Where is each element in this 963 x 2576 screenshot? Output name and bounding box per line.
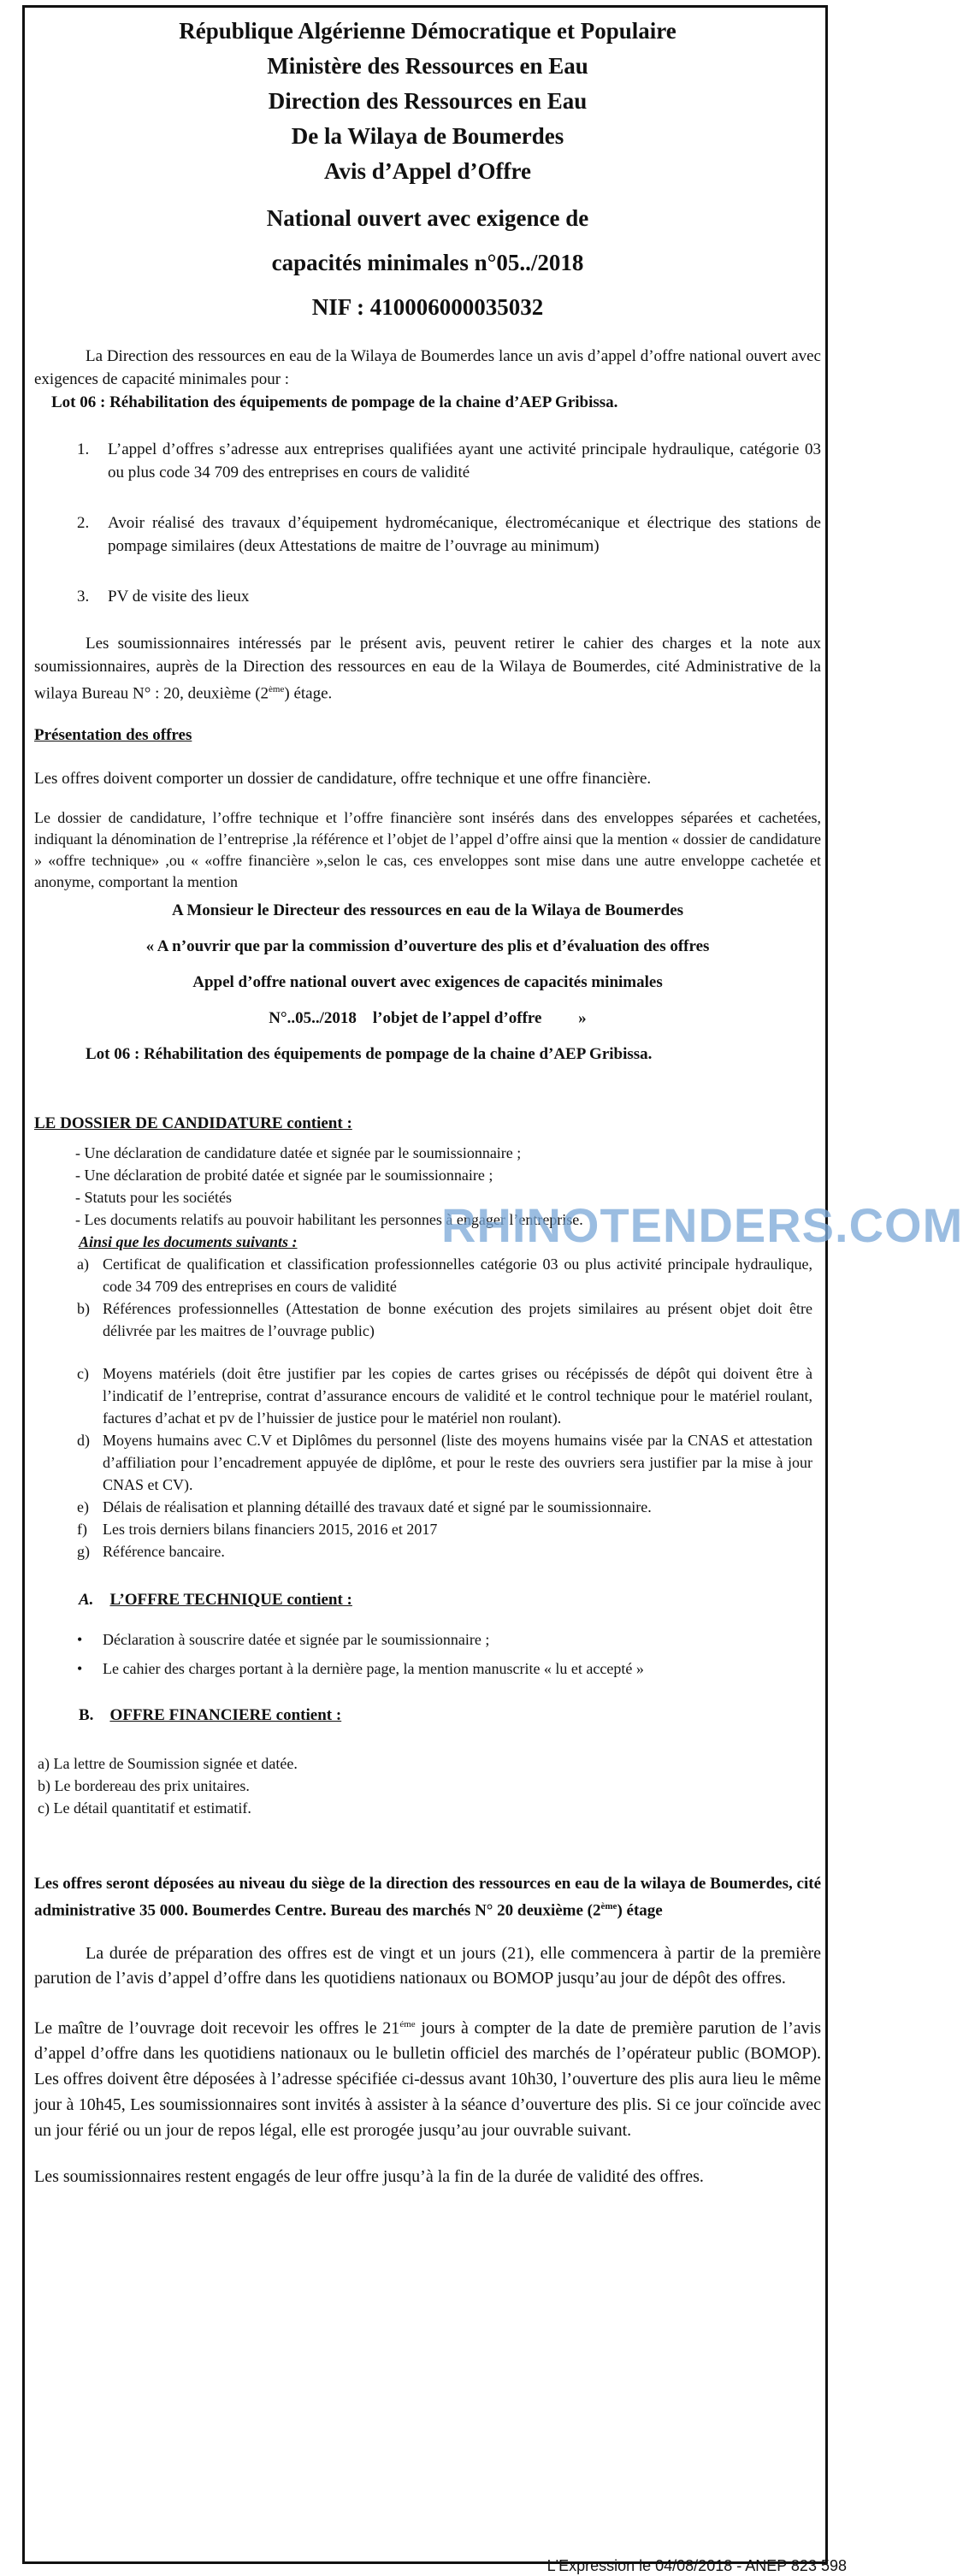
financiere-item: b) Le bordereau des prix unitaires. [38, 1777, 250, 1795]
financiere-heading: B. OFFRE FINANCIERE contient : [79, 1706, 342, 1725]
engagement-paragraph: Les soumissionnaires restent engagés de leur offre jusqu’à la fin de la durée de validité des offres. [34, 2167, 704, 2187]
financiere-item: c) Le détail quantitatif et estimatif. [38, 1799, 251, 1817]
technique-heading: A. L’OFFRE TECHNIQUE contient : [79, 1591, 352, 1610]
notice-title: Avis d’Appel d’Offre [324, 158, 531, 184]
depot-paragraph: Les offres seront déposées au niveau du siège de la direction des ressources en eau de la wilaya de Boumerdes, cité administrative 35 000. Boumerdes Centre. Bureau des marchés N° 20 deuxième (2ème) étage [34, 1875, 821, 1920]
publication-footer: L'Expression le 04/08/2018 - ANEP 823 598 [546, 2557, 847, 2574]
presentation-title: Présentation des offres [34, 726, 192, 745]
notice-number: capacités minimales n°05../2018 [271, 250, 584, 275]
header-wilaya: De la Wilaya de Boumerdes [291, 123, 564, 149]
notice-type: National ouvert avec exigence de [266, 205, 589, 231]
retrait-paragraph: Les soumissionnaires intéressés par le présent avis, peuvent retirer le cahier des charges et la note aux soumissionnaires, auprès de la Direction des ressources en eau de la Wilaya de Boumerdes, cité Administrative de la wilaya Bureau N° : 20, deuxième (2ème) étage. [34, 635, 821, 703]
intro-paragraph: La Direction des ressources en eau de la Wilaya de Boumerdes lance un avis d’appel d’offre national ouvert avec exigences de capacité minimales pour : [34, 347, 821, 388]
header-republic: République Algérienne Démocratique et Populaire [179, 18, 676, 44]
financiere-item: a) La lettre de Soumission signée et datée. [38, 1755, 298, 1773]
document-item: f) Les trois derniers bilans financiers 2015, 2016 et 2017 [77, 1521, 438, 1539]
documents-subtitle: Ainsi que les documents suivants : [79, 1233, 298, 1251]
dossier-item: - Une déclaration de probité datée et signée par le soumissionnaire ; [75, 1167, 493, 1185]
document-item: a) Certificat de qualification et classification professionnelles catégorie 03 ou plus activité principale hydraulique, code 34 709 des entreprises en cours de validité [77, 1256, 812, 1296]
technique-item: • Déclaration à souscrire datée et signée par le soumissionnaire ; [77, 1631, 490, 1649]
condition-item: 1. L’appel d’offres s’adresse aux entreprises qualifiées ayant une activité principale hydraulique, catégorie 03 ou plus code 34 709 des entreprises en cours de validité [77, 440, 821, 482]
envelope-appel: Appel d’offre national ouvert avec exigences de capacités minimales [192, 973, 663, 992]
nif-number: NIF : 410006000035032 [311, 294, 544, 320]
envelope-objet: N°..05../2018 l’objet de l’appel d’offre » [269, 1009, 587, 1028]
header-ministry: Ministère des Ressources en Eau [267, 53, 588, 79]
condition-item: 3. PV de visite des lieux [77, 588, 250, 606]
duree-paragraph: La durée de préparation des offres est de vingt et un jours (21), elle commencera à partir de la première parution de l’avis d’appel d’offre dans les quotidiens nationaux ou BOMOP jusqu’au jour de dépôt des offres. [34, 1943, 821, 1988]
lot-title: Lot 06 : Réhabilitation des équipements de pompage de la chaine d’AEP Gribissa. [51, 393, 618, 411]
document-item: g) Référence bancaire. [77, 1543, 225, 1561]
dossier-item: - Une déclaration de candidature datée et signée par le soumissionnaire ; [75, 1144, 522, 1162]
dossier-item: - Statuts pour les sociétés [75, 1189, 232, 1207]
reception-paragraph: Le maître de l’ouvrage doit recevoir les offres le $21^{éme}$ jours à compter de la date de première parution de l’avis d’appel d’offre dans les quotidiens nationaux ou le bulletin officiel des marchés de l’opérateur public (BOMOP). Les offres doivent être déposées à l’adresse spécifiée ci-dessus avant 10h30, l’ouverture des plis aura lieu le même jour à 10h45, Les soumissionnaires sont invités à assister à la séance d’ouverture des plis. Si ce jour coïncide avec un jour férié ou un jour de repos légal, elle est prorogée jusqu’au jour ouvrable suivant. [34, 2018, 821, 2141]
dossier-item: - Les documents relatifs au pouvoir habilitant les personnes à engager l’entreprise. [75, 1211, 583, 1229]
technique-item: • Le cahier des charges portant à la dernière page, la mention manuscrite « lu et accepté » [77, 1660, 644, 1678]
document-item: d) Moyens humains avec C.V et Diplômes du personnel (liste des moyens humains visée par la CNAS et attestation d’affiliation pour l’encadrement appuyée de diplôme, et pour le reste des ouvriers sera justifier par la mise à jour CNAS et CV). [77, 1432, 812, 1494]
document-item: b) Références professionnelles (Attestation de bonne exécution des projets similaires au présent objet doit être délivrée par les maitres de l’ouvrage public) [77, 1300, 812, 1340]
document-item: e) Délais de réalisation et planning détaillé des travaux daté et signé par le soumissionnaire. [77, 1498, 652, 1516]
notice-body [34, 9, 821, 2189]
presentation-paragraph: Les offres doivent comporter un dossier de candidature, offre technique et une offre financière. [34, 770, 652, 789]
condition-item: 2. Avoir réalisé des travaux d’équipement hydromécanique, électromécanique et électrique des stations de pompage similaires (deux Attestations de maitre de l’ouvrage au minimum) [77, 514, 821, 555]
envelope-address: A Monsieur le Directeur des ressources en eau de la Wilaya de Boumerdes [171, 901, 684, 920]
dossier-title: LE DOSSIER DE CANDIDATURE contient : [34, 1114, 352, 1133]
watermark: RHINOTENDERS.COM [441, 1198, 963, 1252]
enveloppe-paragraph: Le dossier de candidature, l’offre technique et l’offre financière sont insérés dans des enveloppes séparées et cachetées, indiquant la dénomination de l’entreprise ,la référence et l’objet de l’appel d’offre ainsi que la mention « dossier de candidature » «offre technique» ,ou « «offre financière »,selon le cas, ces enveloppes sont mise dans une autre enveloppe cachetée et anonyme, comportant la mention [34, 809, 821, 891]
envelope-mention: « A n’ouvrir que par la commission d’ouverture des plis et d’évaluation des offres [145, 937, 710, 956]
envelope-lot: Lot 06 : Réhabilitation des équipements de pompage de la chaine d’AEP Gribissa. [86, 1045, 653, 1064]
header-direction: Direction des Ressources en Eau [268, 88, 588, 114]
document-item: c) Moyens matériels (doit être justifier par les copies de cartes grises ou récépissés de dépôt qui doivent être à l’indicatif de l’entreprise, contrat d’assurance encours de validité et le control technique pour le matériel roulant, factures d’achat et pv de l’huissier de justice pour le matériel non roulant). [77, 1365, 812, 1427]
